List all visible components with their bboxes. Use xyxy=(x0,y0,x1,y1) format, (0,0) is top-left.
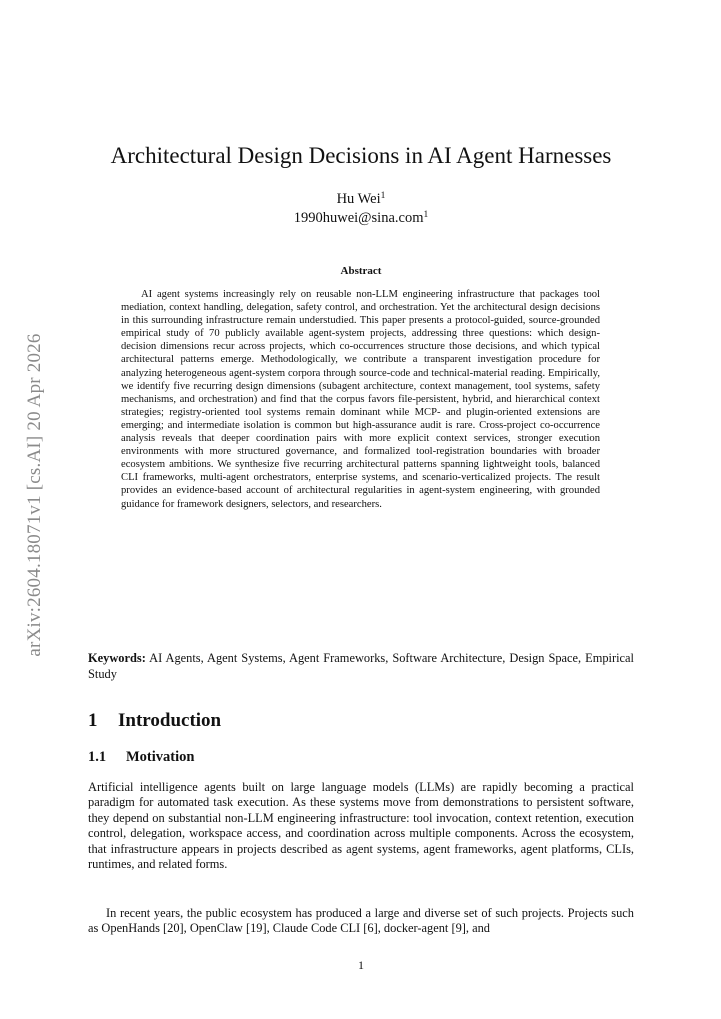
keywords-block xyxy=(88,651,634,682)
subsection-number: 1.1 xyxy=(88,749,107,765)
author-affiliation-mark: 1 xyxy=(380,191,386,201)
author-email[interactable]: 1990huwei@sina.com xyxy=(293,210,424,226)
subsection-heading-motivation xyxy=(88,748,194,767)
author-line xyxy=(88,190,634,209)
arxiv-identifier-stamp[interactable]: arXiv:2604.18071v1 [cs.AI] 20 Apr 2026 xyxy=(24,333,45,657)
author-email-line xyxy=(88,209,634,228)
section-number: 1 xyxy=(88,710,98,731)
keywords-text: AI Agents, Agent Systems, Agent Frameworks, Software Architecture, Design Space, Empirical Study xyxy=(88,651,634,681)
email-affiliation-mark: 1 xyxy=(423,210,429,220)
body-paragraph: In recent years, the public ecosystem has produced a large and diverse set of such projects. Projects such as OpenHands [20], OpenClaw [19], Claude Code CLI [6], docker-agent [9], and xyxy=(88,906,634,936)
paper-title: Architectural Design Decisions in AI Agent Harnesses xyxy=(110,143,612,168)
author-name: Hu Wei xyxy=(336,191,381,207)
section-heading-introduction xyxy=(88,709,221,733)
abstract-heading: Abstract xyxy=(340,265,382,277)
abstract-text: AI agent systems increasingly rely on reusable non-LLM engineering infrastructure that packages tool mediation, context handling, delegation, safety control, and orchestration. Yet the architectural design decisions in this surrounding infrastructure remain understudied. This paper presents a protocol-guided, source-grounded empirical study of 70 publicly available agent-system projects, addressing three questions: which design-decision dimensions recur across projects, which co-occurrences structure those decisions, and which typical architectural patterns emerge. Methodologically, we contribute a transparent investigation procedure for analyzing heterogeneous agent-system corpora through source-code and technical-material reading. Empirically, we identify five recurring design dimensions (subagent architecture, context management, tool systems, safety mechanisms, and orchestration) and find that the corpus favors file-persistent, hybrid, and hierarchical context strategies; registry-oriented tool systems remain dominant while MCP- and plugin-oriented extensions are emerging; and intermediate isolation is common but high-assurance audit is rare. Cross-project co-occurrence analysis reveals that deeper coordination pairs with more explicit context services, stronger execution environments with more structured governance, and formalized tool-registration boundaries with broader ecosystem ambitions. We synthesize five recurring architectural patterns spanning lightweight tools, balanced CLI frameworks, multi-agent orchestrators, enterprise systems, and scenario-verticalized projects. The result provides an evidence-based account of architectural regularities in agent-system engineering, with grounded guidance for framework designers, selectors, and researchers. xyxy=(121,289,600,510)
subsection-title: Motivation xyxy=(126,749,195,765)
section-title: Introduction xyxy=(118,710,222,731)
body-paragraph: Artificial intelligence agents built on large language models (LLMs) are rapidly becoming a practical paradigm for automated task execution. As these systems move from demonstrations to persistent software, they depend on substantial non-LLM engineering infrastructure: tool invocation, context retention, execution control, delegation, workspace access, and coordination across multiple components. Across the ecosystem, that infrastructure appears in projects described as agent systems, agent frameworks, agent platforms, CLIs, runtimes, and related forms. xyxy=(88,780,634,872)
page-number: 1 xyxy=(358,958,364,972)
keywords-label: Keywords: xyxy=(88,651,146,665)
